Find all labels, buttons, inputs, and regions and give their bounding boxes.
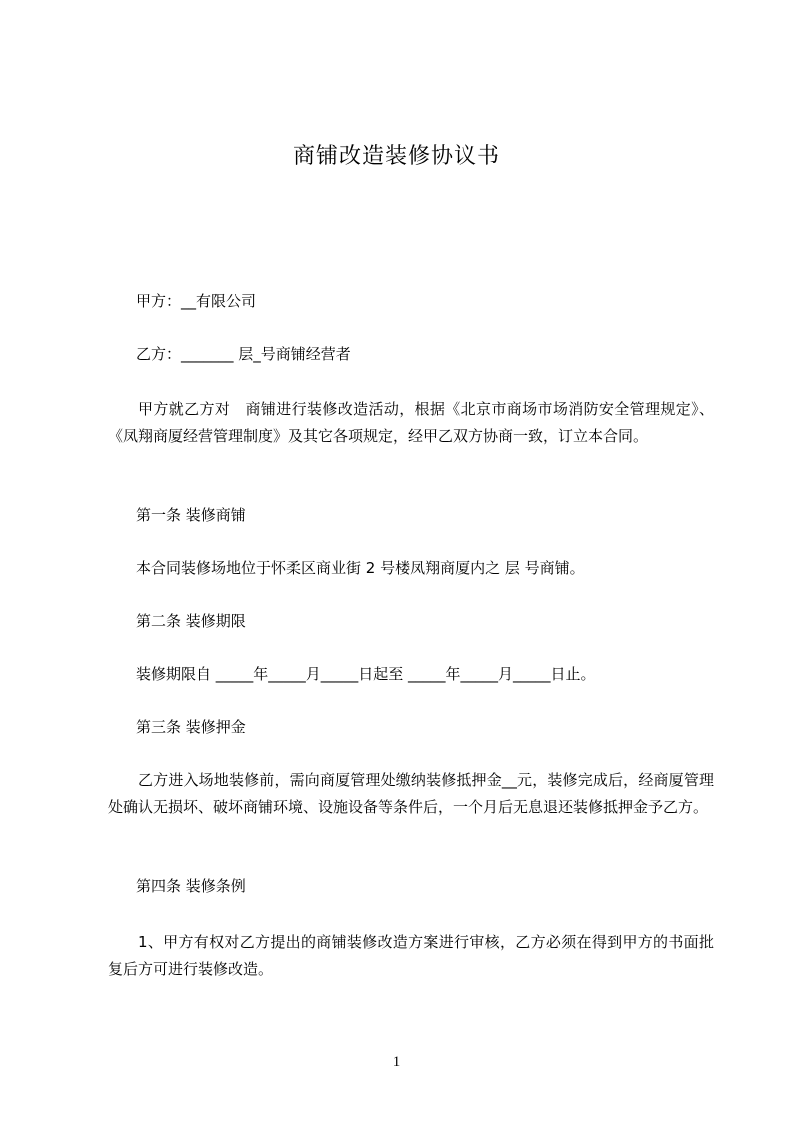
document-title: 商铺改造装修协议书 [292,144,500,169]
party-a: 甲方：__有限公司 [136,292,257,310]
article2-heading: 第二条 装修期限 [136,612,246,630]
article1-heading: 第一条 装修商铺 [136,506,246,524]
article4-heading: 第四条 装修条例 [136,877,246,895]
article4-item1: 1、甲方有权对乙方提出的商铺装修改造方案进行审核，乙方必须在得到甲方的书面批复后方可进行装修改造。 [108,933,714,978]
article3-heading: 第三条 装修押金 [136,718,246,736]
article2-text: 装修期限自 _____年_____月_____日起至 _____年_____月_____日止。 [136,665,596,683]
article1-text: 本合同装修场地位于怀柔区商业街 2 号楼凤翔商厦内之 层 号商铺。 [136,559,585,577]
preamble-paragraph: 甲方就乙方对 商铺进行装修改造活动，根据《北京市商场市场消防安全管理规定》、《凤翔商厦经营管理制度》及其它各项规定，经甲乙双方协商一致，订立本合同。 [108,400,714,445]
page-number: 1 [392,1054,401,1070]
article3-text: 乙方进入场地装修前，需向商厦管理处缴纳装修抵押金__元，装修完成后，经商厦管理处确认无损坏、破坏商铺环境、设施设备等条件后，一个月后无息退还装修抵押金予乙方。 [108,771,714,816]
party-b: 乙方：_______ 层_号商铺经营者 [136,345,351,363]
